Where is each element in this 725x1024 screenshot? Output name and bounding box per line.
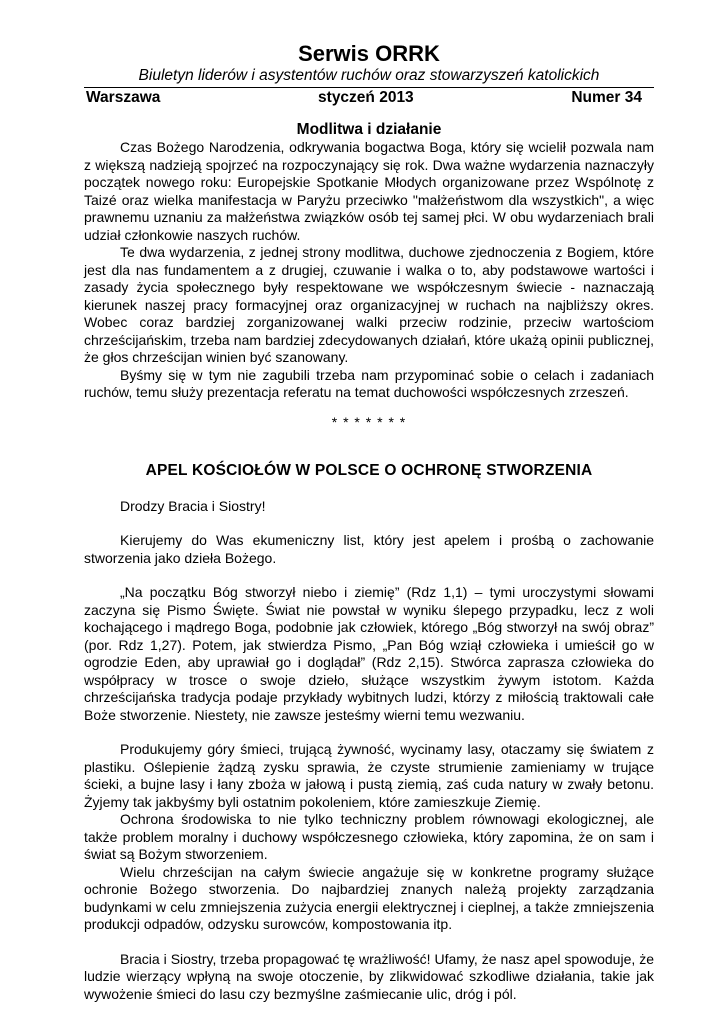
section-separator: * * * * * * *: [331, 413, 407, 430]
body-paragraph: Produkujemy góry śmieci, trującą żywność, wycinamy lasy, otaczamy się światem z plastiku. Oślepienie żądzą zysku sprawia, że czyste strumienie zamieniamy w trujące ścieki, a bujne lasy i łany zboża w jałową i pustą ziemią, zaś cuda natury w zwały betonu. Żyjemy tak jakbyśmy byli ostatnim pokoleniem, które zamieszkuje Ziemię.: [84, 741, 654, 810]
body-paragraph: Kierujemy do Was ekumeniczny list, który jest apelem i prośbą o zachowanie stworzenia jako dzieła Bożego.: [84, 532, 654, 566]
body-paragraph: Wielu chrześcijan na całym świecie angażuje się w konkretne programy służące ochronie Bożego stworzenia. Do najbardziej znanych należą projekty zarządzania budynkami w celu zmniejszenia zużycia energii elektrycznej i cieplnej, a także zmniejszenia produkcji odpadów, odzysku surowców, kompostowania itp.: [84, 863, 654, 932]
issue-city: Warszawa: [86, 89, 161, 106]
newsletter-subtitle: Biuletyn liderów i asystentów ruchów oraz stowarzyszeń katolickich: [138, 67, 600, 84]
body-paragraph: „Na początku Bóg stworzył niebo i ziemię” (Rdz 1,1) – tymi uroczystymi słowami zaczyna się Pismo Święte. Świat nie powstał w wyniku ślepego przypadku, lecz z woli kochającego i mądrego Boga, podobnie jak człowiek, którego „Bóg stworzył na swój obraz” (por. Rdz 1,27). Potem, jak stwierdza Pismo, „Pan Bóg wziął człowieka i umieścił go w ogrodzie Eden, aby uprawiał go i doglądał” (Rdz 2,15). Stwórca zaprasza człowieka do współpracy w trosce o swoje dzieło, służące wszystkim żywym istotom. Każda chrześcijańska tradycja podaje przykłady wybitnych ludzi, którzy z miłością traktowali całe Boże stworzenie. Niestety, nie zawsze jesteśmy wierni temu wezwaniu.: [84, 584, 654, 723]
issue-info-row: [84, 88, 654, 107]
section-title-prayer-action: Modlitwa i działanie: [296, 121, 442, 138]
issue-date: styczeń 2013: [318, 89, 414, 106]
body-paragraph: Ochrona środowiska to nie tylko techniczny problem równowagi ekologicznej, ale także problem moralny i duchowy współczesnego człowieka, który zapomina, że on sam i świat są Bożym stworzeniem.: [84, 811, 654, 862]
body-paragraph: Bracia i Siostry, trzeba propagować tę wrażliwość! Ufamy, że nasz apel spowoduje, że ludzie wierzący wpłyną na swoje otoczenie, by zlikwidować szkodliwe działania, takie jak wywożenie śmieci do lasu czy bezmyślne zaśmiecanie ulic, dróg i pól.: [84, 950, 654, 1002]
section-title-appeal: APEL KOŚCIOŁÓW W POLSCE O OCHRONĘ STWORZENIA: [145, 461, 593, 479]
body-paragraph: Czas Bożego Narodzenia, odkrywania bogactwa Boga, który się wcielił pozwala nam z większą nadzieją spojrzeć na rozpoczynający się rok. Dwa ważne wydarzenia naznaczyły początek nowego roku: Europejskie Spotkanie Młodych organizowane przez Wspólnotę z Taizé oraz wielka manifestacja w Paryżu przeciwko "małżeństwom dla wszystkich", a więc prawnemu uznaniu za małżeństwa związków osób tej samej płci. W obu wydarzeniach brali udział członkowie naszych ruchów.: [84, 139, 654, 243]
body-paragraph: Byśmy się w tym nie zagubili trzeba nam przypominać sobie o celach i zadaniach ruchów, temu służy prezentacja referatu na temat duchowości współczesnych zrzeszeń.: [84, 366, 654, 400]
body-paragraph: Te dwa wydarzenia, z jednej strony modlitwa, duchowe zjednoczenia z Bogiem, które jest dla nas fundamentem a z drugiej, czuwanie i walka o to, aby podstawowe wartości i zasady życia społecznego były respektowane we współczesnym świecie - naznaczają kierunek naszej pracy formacyjnej oraz organizacyjnej w ruchach na najbliższy okres. Wobec coraz bardziej zorganizowanej walki przeciw rodzinie, przeciw wartościom chrześcijańskim, trzeba nam bardziej zdecydowanych działań, które ukażą opinii publicznej, że głos chrześcijan winien być szanowany.: [84, 244, 654, 365]
issue-number: Numer 34: [571, 89, 642, 106]
document-page: [84, 42, 654, 1003]
newsletter-title: Serwis ORRK: [298, 41, 440, 66]
greeting: Drodzy Bracia i Siostry!: [120, 497, 266, 514]
